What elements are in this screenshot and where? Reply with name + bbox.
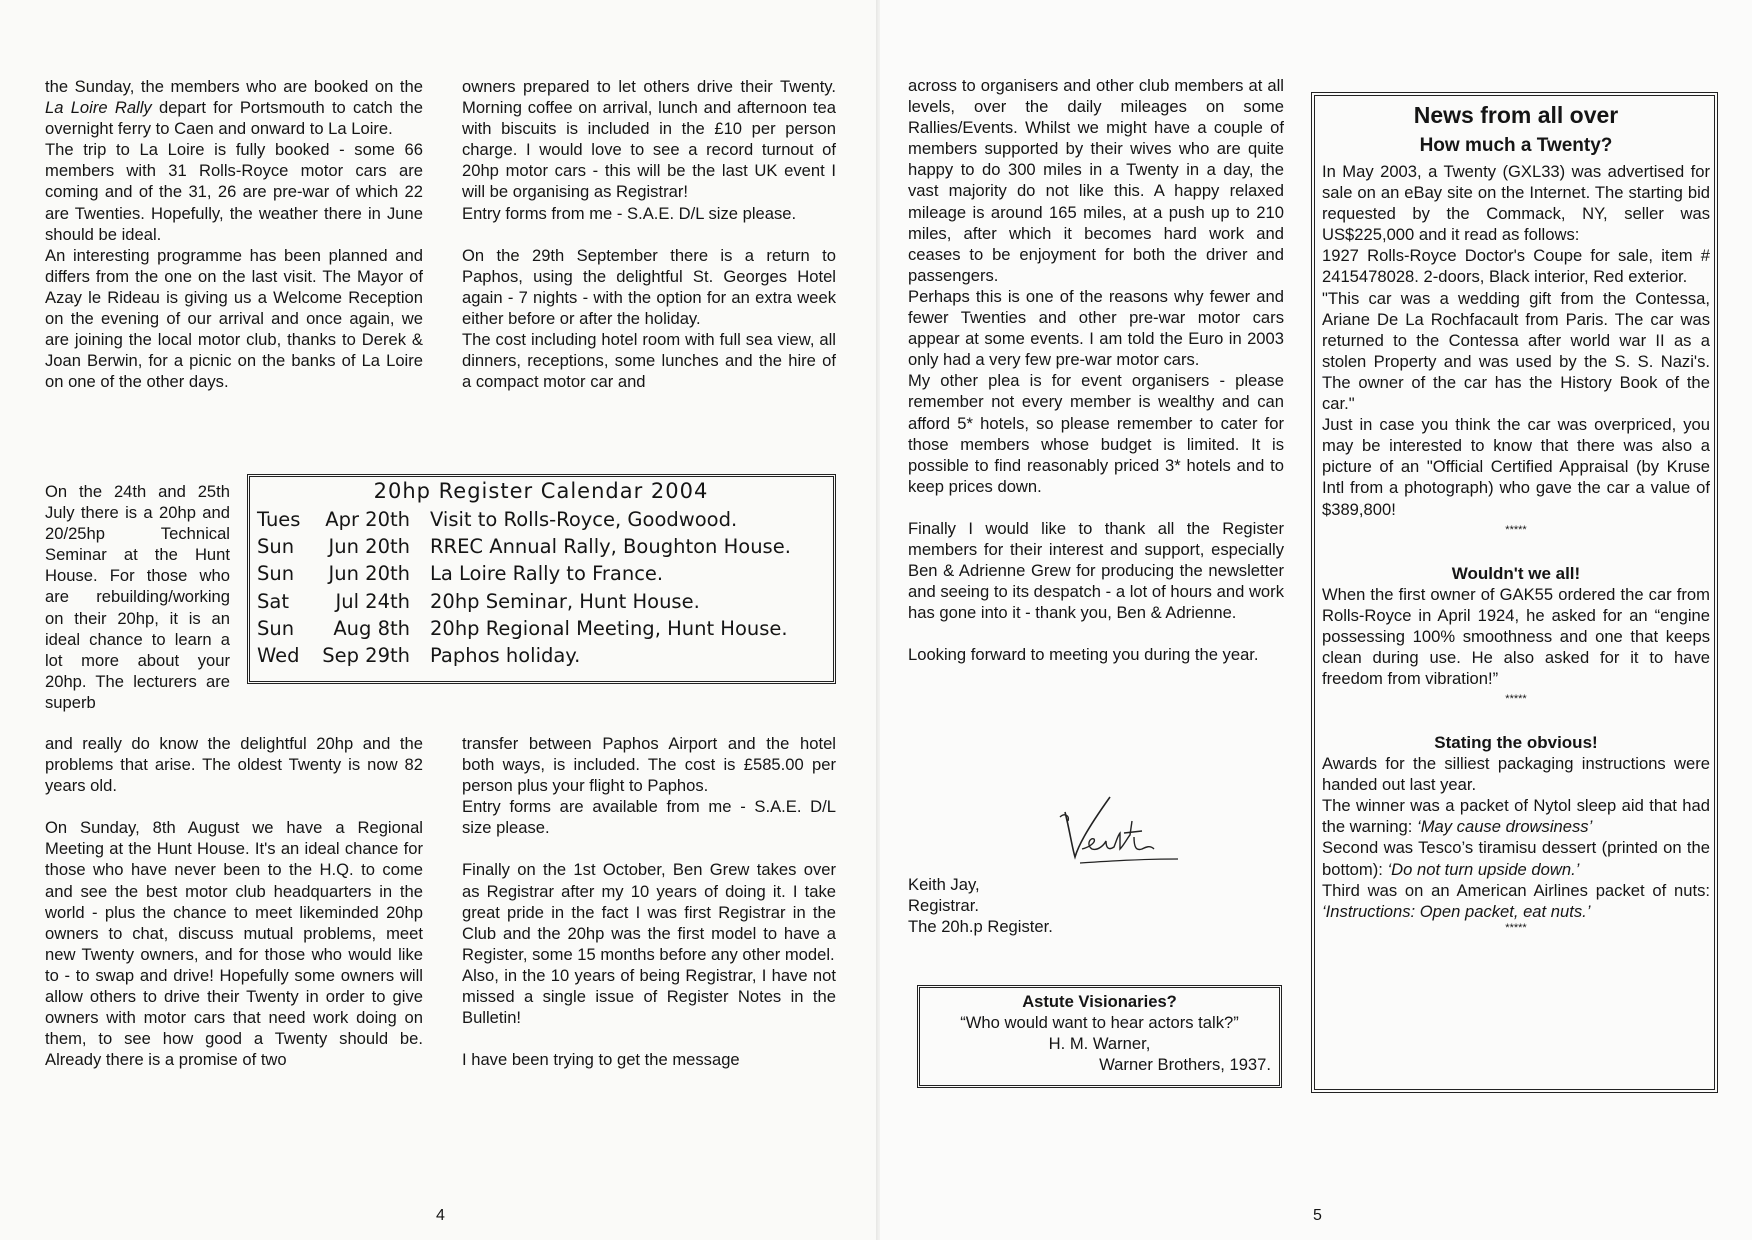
section-divider: ***** xyxy=(1505,921,1527,934)
paragraph: Second was Tesco’s tiramisu dessert (printed on the bottom): ‘Do not turn upside down.’ xyxy=(1322,838,1710,879)
paragraph: "This car was a wedding gift from the Contessa, Ariane De La Rochfacault from Paris. The car was returned to the Contessa after world war II as a stolen Property and was used by the S. S. Nazi's. The owner of the car has the History Book of the car." xyxy=(1322,288,1710,414)
news-heading: News from all over xyxy=(1413,102,1619,128)
signature-stroke xyxy=(1082,821,1154,850)
calendar-row: Sat Jul 24th 20hp Seminar, Hunt House. xyxy=(257,589,700,613)
paragraph: I have been trying to get the message xyxy=(462,1050,740,1070)
rally-name: La Loire Rally xyxy=(45,98,152,118)
quote-box xyxy=(917,985,1282,1088)
paragraph: across to organisers and other club members at all levels, over the daily mileages on some Rallies/Events. Whilst we might have a couple of members supported by their wives who are quite happy to do 300 miles in a Twenty in a day, the vast majority do not like this. A happy relaxed mileage is around 165 miles, at a push up to 210 miles, after which it becomes hard work and ceases to be enjoyment for both the driver and passengers. xyxy=(908,76,1284,285)
signoff-line: Registrar. xyxy=(908,896,980,916)
column-1-top xyxy=(45,76,423,392)
calendar-row: Sun Jun 20th La Loire Rally to France. xyxy=(257,562,664,586)
paragraph: owners prepared to let others drive their Twenty. Morning coffee on arrival, lunch and afternoon tea with biscuits is included in the £10 per person charge. I would love to see a record turnout of 20hp motor cars - this will be the last UK event I will be organising as Registrar! xyxy=(462,77,836,202)
signoff-line: Keith Jay, xyxy=(908,875,980,894)
paragraph: 1927 Rolls-Royce Doctor's Coupe for sale, item # 2415478028. 2-doors, Black interior, Red exterior. xyxy=(1322,246,1710,287)
section-divider: ***** xyxy=(1505,523,1527,536)
news-section xyxy=(1322,161,1710,520)
paragraph: Also, in the 10 years of being Registrar, I have not missed a single issue of Register Notes in the Bulletin! xyxy=(462,965,836,1028)
paragraph: The winner was a packet of Nytol sleep aid that had the warning: ‘May cause drowsiness’ xyxy=(1322,796,1710,837)
calendar-row: Sun Aug 8th 20hp Regional Meeting, Hunt House. xyxy=(257,616,788,640)
paragraph: The cost including hotel room with full sea view, all dinners, receptions, some lunches and the hire of a compact motor car and xyxy=(462,330,836,392)
paragraph: Awards for the silliest packaging instructions were handed out last year. xyxy=(1322,754,1710,795)
signature-stroke xyxy=(1065,797,1110,857)
signoff-line: The 20h.p Register. xyxy=(908,917,1053,937)
calendar-row: Tues Apr 20th Visit to Rolls-Royce, Goodwood. xyxy=(257,508,738,531)
paragraph: and really do know the delightful 20hp and the problems that arise. The oldest Twenty is now 82 years old. xyxy=(45,734,423,796)
register-calendar-box xyxy=(247,474,836,684)
paragraph: Entry forms from me - S.A.E. D/L size please. xyxy=(462,203,797,223)
paragraph: Finally on the 1st October, Ben Grew takes over as Registrar after my 10 years of doing it. I take great pride in the fact I was first Registrar in the Club and the 20hp was the first model to have a Register, some 15 months before any other model. xyxy=(462,860,836,964)
quote-text: “Who would want to hear actors talk?” xyxy=(960,1013,1239,1032)
paragraph: Entry forms are available from me - S.A.E. D/L size please. xyxy=(462,797,836,838)
signature-image xyxy=(1050,787,1200,887)
paragraph: transfer between Paphos Airport and the hotel both ways, is included. The cost is £585.00 per person plus your flight to Paphos. xyxy=(462,734,836,796)
paragraph: In May 2003, a Twenty (GXL33) was advertised for sale on an eBay site on the Internet. The starting bid requested by the Commack, NY, seller was US$225,000 and it read as follows: xyxy=(1322,162,1710,245)
paragraph: the Sunday, the members who are booked on the La Loire Rally depart for Portsmouth to catch the overnight ferry to Caen and onward to La Loire. xyxy=(45,77,423,139)
calendar-row: Sun Jun 20th RREC Annual Rally, Boughton House. xyxy=(257,535,791,559)
page-number: 4 xyxy=(436,1207,445,1224)
paragraph: Just in case you think the car was overpriced, you may be interested to know that there was also a picture of an "Official Certified Appraisal (by Kruse Intl from a photograph) who gave the car a value of $389,800! xyxy=(1322,415,1710,519)
news-from-all-over-box xyxy=(1311,92,1718,1093)
paragraph: The trip to La Loire is fully booked - some 66 members with 31 Rolls-Royce motor cars are coming and of the 31, 26 are pre-war of which 22 are Twenties. Hopefully, the weather there in June should be ideal. xyxy=(45,140,423,244)
column-3 xyxy=(908,75,1284,665)
paragraph: On Sunday, 8th August we have a Regional Meeting at the Hunt House. It's an ideal chance for those who have never been to the H.Q. to come and see the best motor club headquarters in the world - plus the chance to meet likeminded 20hp owners to chat, discuss mutual problems, meet new Twenty owners, and for those who would like to - to swap and drive! Hopefully some owners will allow others to drive their Twenty in order to give owners with motor cars that need work doing on them, to see how good a Twenty should be. Already there is a promise of two xyxy=(45,818,423,1070)
section-title: Wouldn't we all! xyxy=(1451,563,1581,583)
quote-author: H. M. Warner, xyxy=(1048,1034,1151,1053)
calendar-title: 20hp Register Calendar 2004 xyxy=(373,479,709,503)
signature-stroke xyxy=(1080,859,1178,863)
section-title: How much a Twenty? xyxy=(1419,135,1613,156)
calendar-row: Wed Sep 29th Paphos holiday. xyxy=(257,644,581,668)
paragraph: Looking forward to meeting you during the year. xyxy=(908,645,1259,665)
column-2-top xyxy=(462,76,836,392)
paragraph: Perhaps this is one of the reasons why fewer and fewer Twenties and other pre-war motor cars appear at some events. I am told the Euro in 2003 only had a very few pre-war motor cars. xyxy=(908,286,1284,370)
paragraph: My other plea is for event organisers - please remember not every member is wealthy and can afford 5* hotels, so please remember to cater for those members whose budget is limited. It is possible to find reasonably priced 3* hotels and to keep prices down. xyxy=(908,371,1284,496)
section-title: Stating the obvious! xyxy=(1434,733,1598,753)
paragraph: Third was on an American Airlines packet of nuts: ‘Instructions: Open packet, eat nuts.’ xyxy=(1322,880,1710,921)
paragraph: An interesting programme has been planned and differs from the one on the last visit. The Mayor of Azay le Rideau is giving us a Welcome Reception on the evening of our arrival and once again, we are joining the local motor club, thanks to Derek & Joan Berwin, for a picnic on the banks of La Loire on one of the other days. xyxy=(45,245,423,392)
signoff xyxy=(908,874,1168,937)
page-number: 5 xyxy=(1313,1207,1322,1224)
column-2-bottom xyxy=(462,733,836,1070)
news-section xyxy=(1322,753,1710,922)
quote-source: Warner Brothers, 1937. xyxy=(1099,1055,1271,1074)
paragraph: Finally I would like to thank all the Register members for their interest and support, especially Ben & Adrienne Grew for producing the newsletter and seeing to its despatch - a lot of hours and work has gone into it - thank you, Ben & Adrienne. xyxy=(908,518,1284,623)
paragraph: On the 29th September there is a return to Paphos, using the delightful St. Georges Hotel again - 7 nights - with the option for an extra week either before or after the holiday. xyxy=(462,245,836,328)
news-section xyxy=(1322,584,1710,689)
paragraph: On the 24th and 25th July there is a 20hp and 20/25hp Technical Seminar at the Hunt House. For those who are rebuilding/working on their 20hp, it is an ideal chance to learn a lot more about your 20hp. The lecturers are superb xyxy=(45,482,230,712)
paragraph: When the first owner of GAK55 ordered the car from Rolls-Royce in April 1924, he asked for an “engine possessing 100% smoothness and one that keeps clean during use. He also asked for it to have freedom from vibration!” xyxy=(1322,584,1710,688)
column-1-bottom xyxy=(45,733,423,1070)
section-divider: ***** xyxy=(1505,693,1527,706)
quote-title: Astute Visionaries? xyxy=(1022,992,1177,1011)
column-1-seminar xyxy=(45,481,230,713)
